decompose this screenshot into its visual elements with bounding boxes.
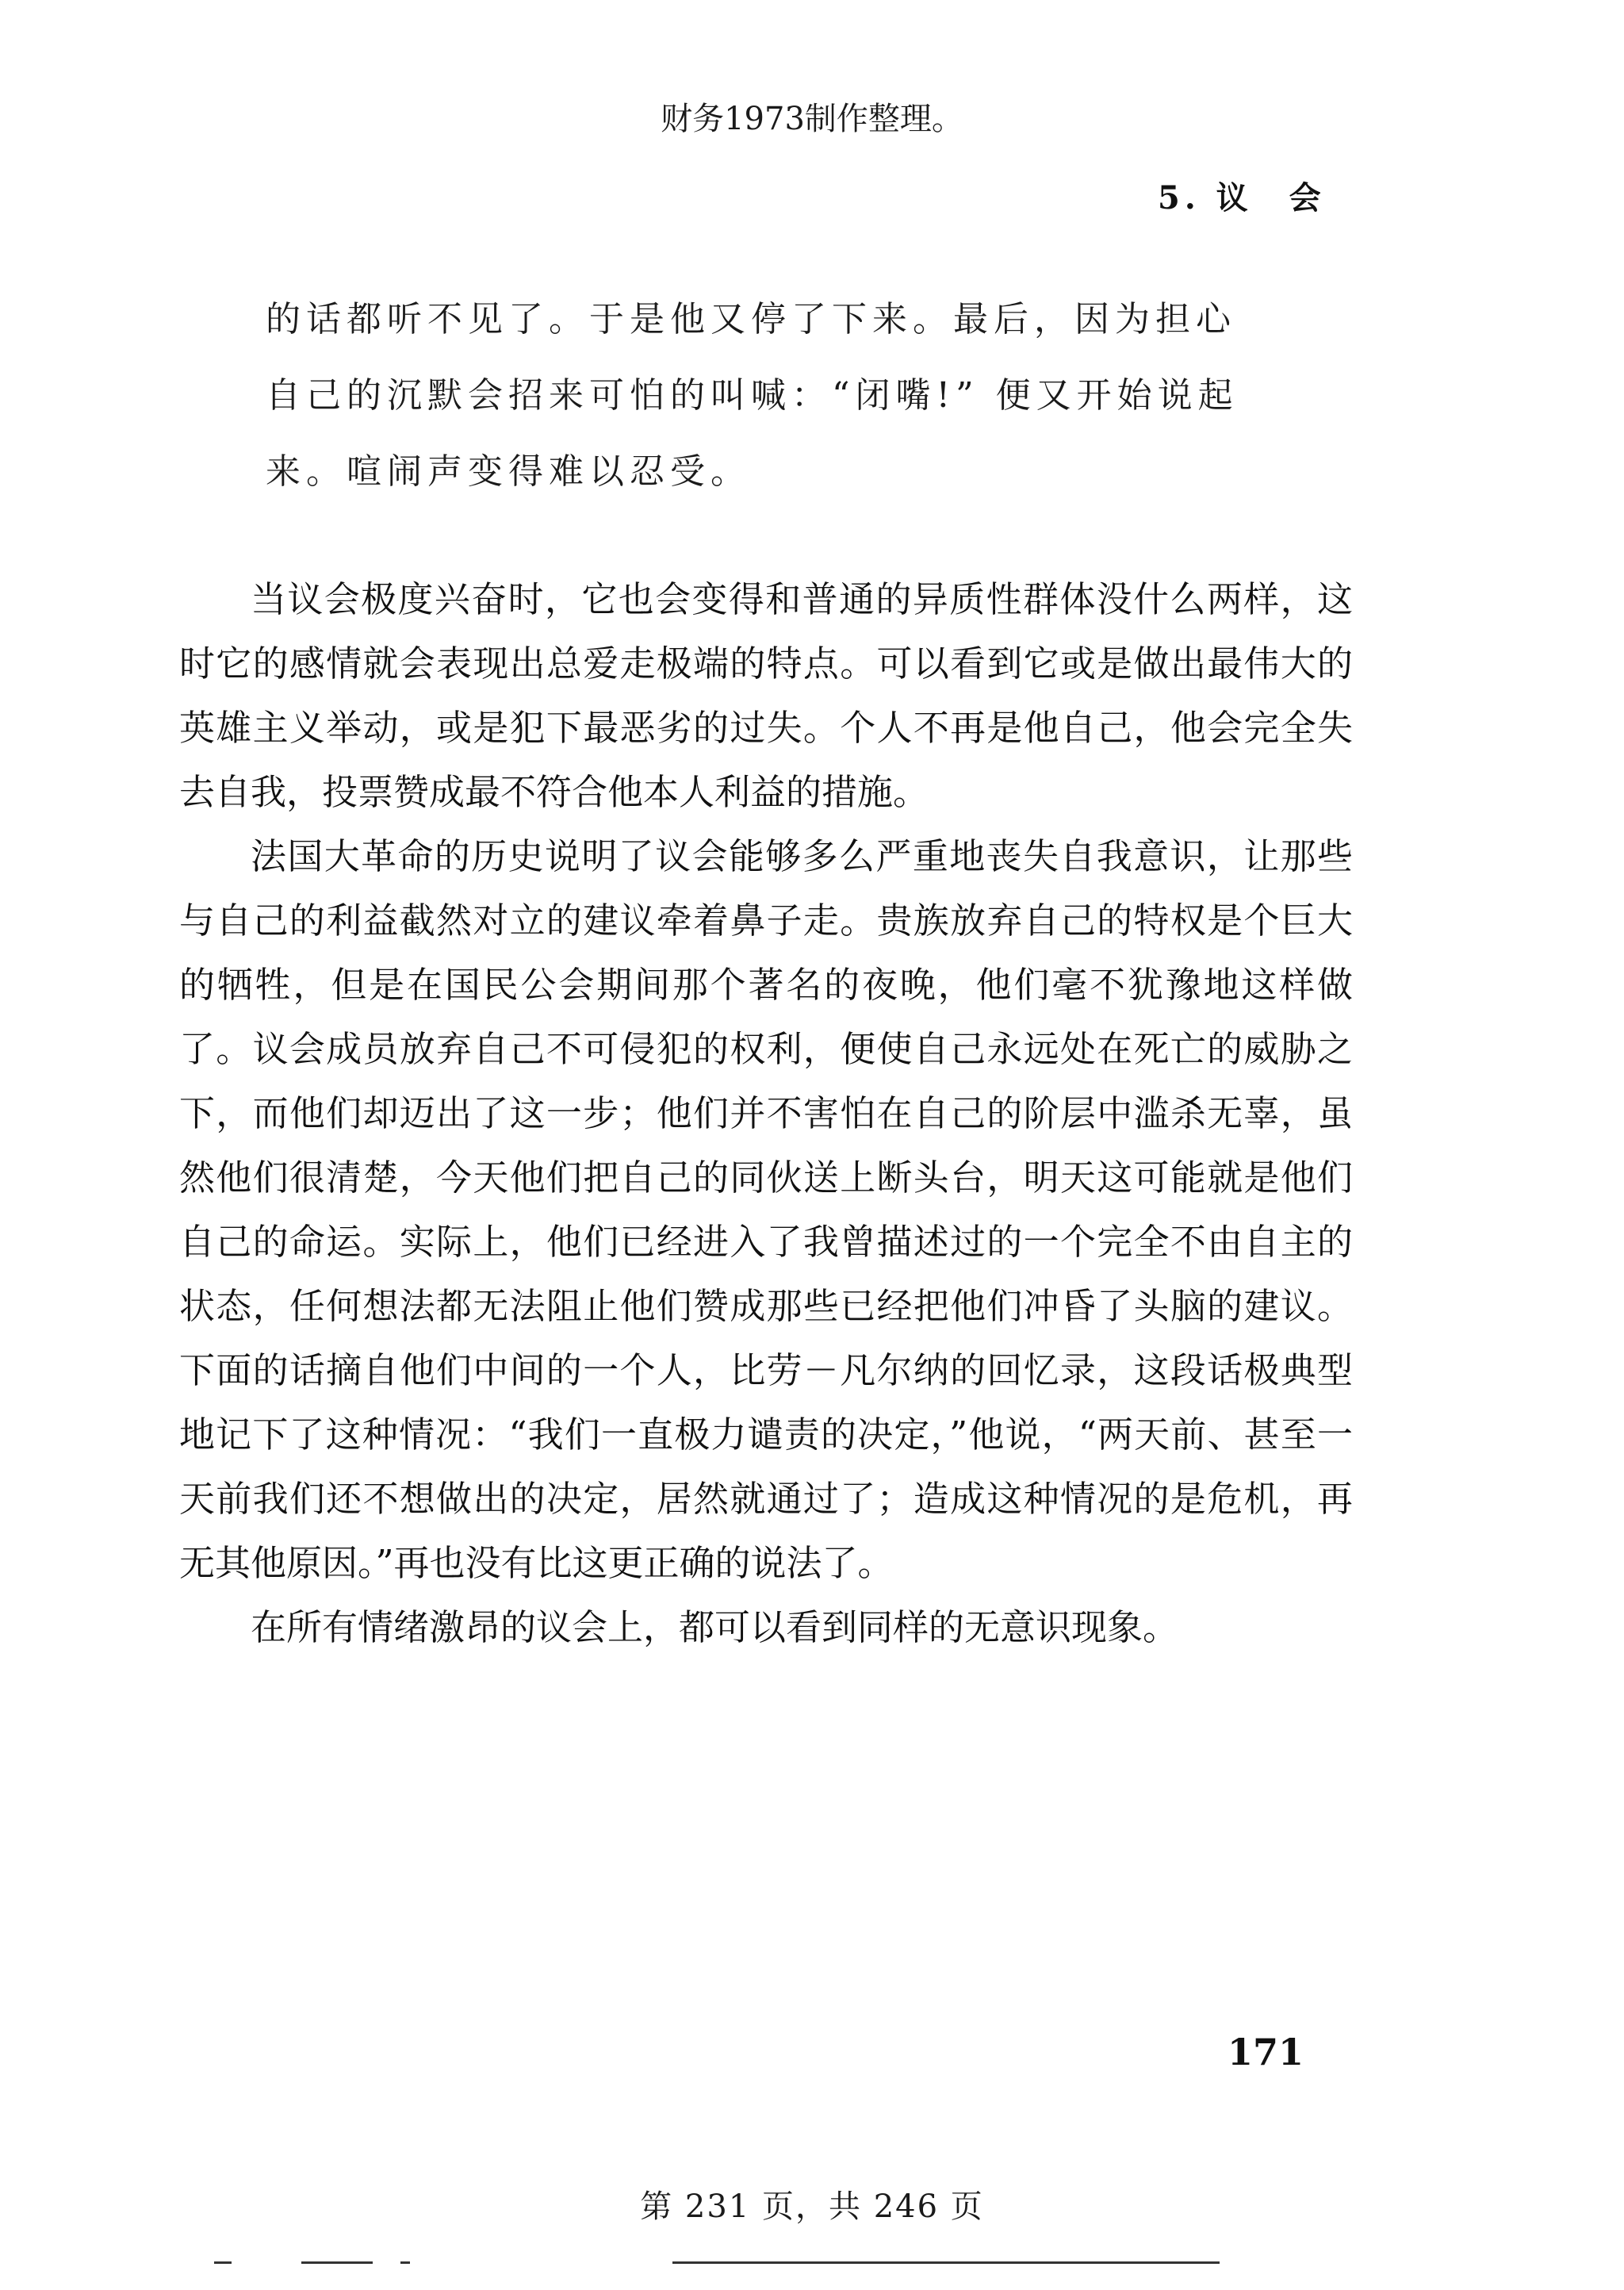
quote-line: 自己的沉默会招来可怕的叫喊：“闭嘴!” 便又开始说起 <box>266 375 1239 416</box>
page-footer: 第 231 页，共 246 页 <box>640 2188 984 2225</box>
body-text <box>179 567 1353 1659</box>
scan-artifact <box>672 2261 1220 2264</box>
quote-line: 的话都听不见了。于是他又停了下来。最后，因为担心 <box>266 299 1236 339</box>
scan-artifact <box>400 2261 410 2264</box>
scan-artifact <box>214 2261 232 2264</box>
watermark-text: 财务1973制作整理。 <box>661 101 963 137</box>
paragraph: 当议会极度兴奋时，它也会变得和普通的异质性群体没什么两样，这时它的感情就会表现出总爱走极端的特点。可以看到它或是做出最伟大的英雄主义举动，或是犯下最恶劣的过失。个人不再是他自己，他会完全失去自我，投票赞成最不符合他本人利益的措施。 <box>179 578 1353 813</box>
paragraph: 法国大革命的历史说明了议会能够多么严重地丧失自我意识，让那些与自己的利益截然对立的建议牵着鼻子走。贵族放弃自己的特权是个巨大的牺牲，但是在国民公会期间那个著名的夜晚，他们毫不犹豫地这样做了。议会成员放弃自己不可侵犯的权利，便使自己永远处在死亡的威胁之下，而他们却迈出了这一步；他们并不害怕在自己的阶层中滥杀无辜，虽然他们很清楚，今天他们把自己的同伙送上断头台，明天这可能就是他们自己的命运。实际上，他们已经进入了我曾描述过的一个完全不由自主的状态，任何想法都无法阻止他们赞成那些已经把他们冲昏了头脑的建议。下面的话摘自他们中间的一个人，比劳－凡尔纳的回忆录，这段话极典型地记下了这种情况：“我们一直极力谴责的决定，”他说，“两天前、甚至一天前我们还不想做出的决定，居然就通过了；造成这种情况的是危机，再无其他原因。”再也没有比这更正确的说法了。 <box>179 835 1353 1584</box>
block-quote <box>266 282 1297 510</box>
quote-line: 来。喧闹声变得难以忍受。 <box>266 451 751 492</box>
scan-artifact <box>301 2261 373 2264</box>
page-number: 171 <box>1228 2031 1304 2073</box>
paragraph: 在所有情绪激昂的议会上，都可以看到同样的无意识现象。 <box>251 1606 1179 1648</box>
running-header: 5. 议 会 <box>1158 179 1326 217</box>
